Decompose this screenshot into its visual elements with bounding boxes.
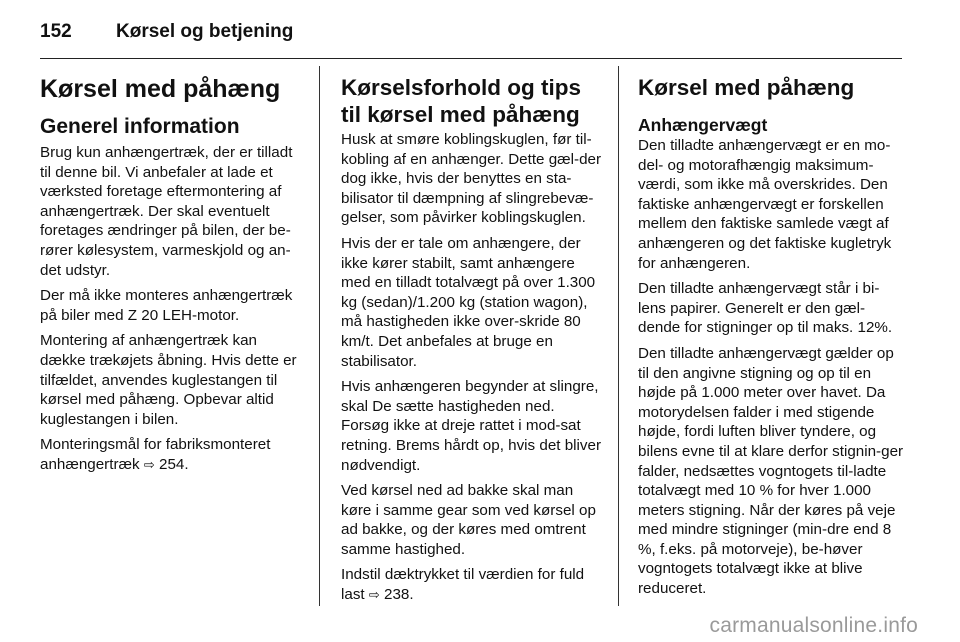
watermark: carmanualsonline.info: [709, 614, 918, 637]
column-divider-1: [319, 66, 320, 606]
xref-text: Indstil dæktrykket til værdien for fuld last: [341, 566, 585, 604]
arrow-right-icon: ⇨: [368, 587, 380, 603]
page-header: [40, 14, 920, 50]
paragraph: Der må ikke monteres anhængertræk på biler med Z 20 LEH-motor.: [40, 287, 293, 324]
section-heading: Kørsel med påhæng: [40, 75, 281, 103]
paragraph: Den tilladte anhængervægt gælder op til den angivne stigning og op til en højde på 1.000 meter over havet. Da motorydelsen falder i med stigende højde, fordi luften bliver tyndere, og bilens evne til at klare derfor stignin-ger falder, nedsættes vogntogets til-ladte totalvægt med 10 % for hver 1.000 meters stigning. Når der køres på veje med mindre stigninger (min-dre end 8 %, f.eks. på motorveje), be-høver vogntogets totalvægt ikke at blive reduceret.: [638, 344, 904, 598]
cross-reference[interactable]: [40, 435, 304, 474]
paragraph: Den tilladte anhængervægt er en mo-del- og motorafhængig maksimum-værdi, som ikke må overskrides. Den faktiske anhængervægt er forskellen mellem den faktiske samlede vægt af anhængeren og det faktiske kugletryk for anhængeren.: [638, 137, 892, 272]
paragraph: Brug kun anhængertræk, der er tilladt til denne bil. Vi anbefaler at lade et værksted foretage eftermontering af anhængertræk. Der skal eventuelt foretages ændringer på bilen, der be-rører kølesystem, varmeskjold og an-det udstyr.: [40, 144, 293, 279]
column-divider-2: [618, 66, 619, 606]
xref-page: 254.: [159, 455, 189, 473]
paragraph: Den tilladte anhængervægt står i bi-lens papirer. Generelt er den gæl-dende for stigninger op til maks. 12%.: [638, 280, 893, 337]
xref-text: Monteringsmål for fabriksmonteret anhængertræk: [40, 436, 271, 473]
column-2: [341, 64, 605, 611]
column-3: [638, 64, 904, 605]
subsection-heading: Generel information: [40, 115, 240, 138]
subsection-heading: Anhængervægt: [638, 115, 768, 135]
column-1: [40, 64, 304, 481]
section-heading: Kørselsforhold og tips til kørsel med påhæng: [341, 75, 582, 127]
cross-reference[interactable]: [341, 565, 605, 604]
chapter-title: Kørsel og betjening: [116, 21, 294, 42]
paragraph: Ved kørsel ned ad bakke skal man køre i samme gear som ved kørsel op ad bakke, og der køres med omtrent samme hastighed.: [341, 482, 596, 558]
header-rule: [40, 58, 902, 59]
arrow-right-icon: ⇨: [143, 456, 155, 472]
paragraph: Hvis der er tale om anhængere, der ikke kører stabilt, samt anhængere med en tilladt totalvægt på over 1.300 kg (sedan)/1.200 kg (station wagon), må hastigheden ikke over-skride 80 km/t. Det anbefales at bruge en stabilisator.: [341, 234, 596, 370]
xref-page: 238.: [384, 586, 414, 604]
paragraph: Montering af anhængertræk kan dække trækøjets åbning. Hvis dette er tilfældet, anvendes kuglestangen til kørsel med påhæng. Opbevar altid kuglestangen i bilen.: [40, 332, 297, 428]
section-heading: Kørsel med påhæng: [638, 75, 855, 100]
paragraph: Hvis anhængeren begynder at slingre, skal De sætte hastigheden ned. Forsøg ikke at dreje rattet i mod-sat retning. Brems hårdt op, hvis det bliver nødvendigt.: [341, 378, 601, 474]
paragraph: Husk at smøre koblingskuglen, før til-kobling af en anhænger. Dette gæl-der dog ikke, hvis der benyttes en sta-bilisator til dæmpning af slingrebevæ-gelser, som påvirker koblingskuglen.: [341, 131, 602, 227]
page-number: 152: [40, 21, 72, 42]
